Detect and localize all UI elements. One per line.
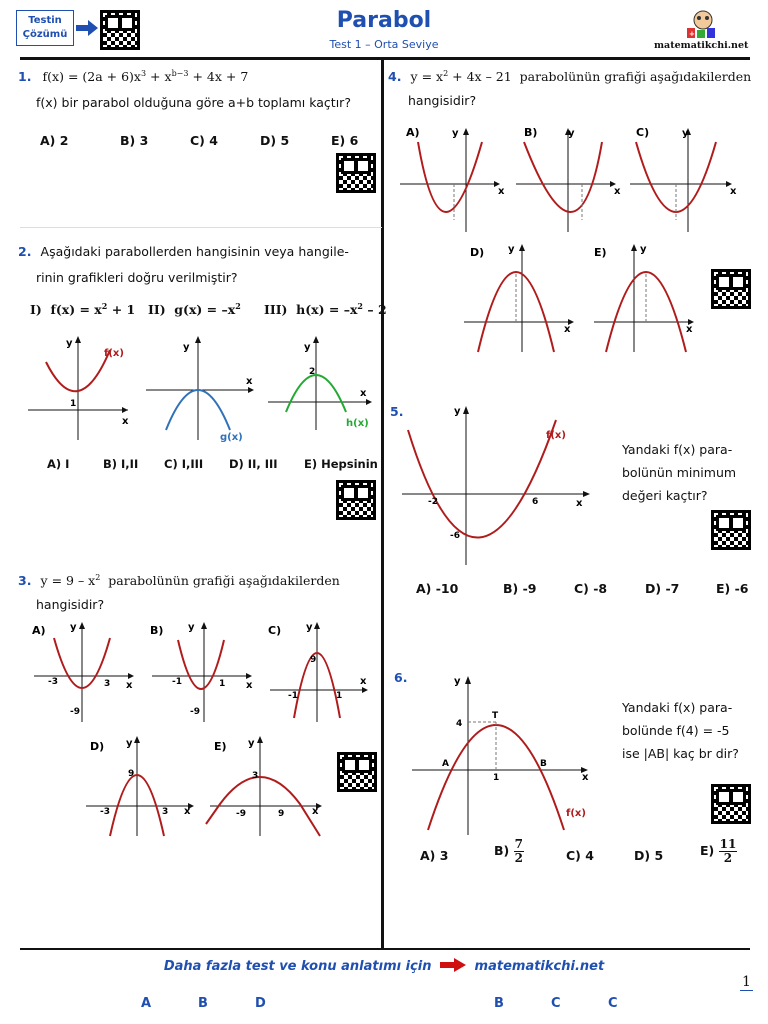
axis-x-label: x: [614, 186, 621, 197]
q2-f-label: f(x): [104, 348, 124, 359]
q3-text-1: $y = 9 - x^2$ parabolünün grafiği aşağıdakilerden: [40, 573, 340, 588]
question-3: [18, 570, 378, 612]
q3-panel-e: [206, 736, 322, 836]
axis-y-label: y: [452, 128, 459, 139]
q2-text-1: Aşağıdaki parabollerden hangisinin veya hangile-: [40, 244, 349, 259]
q4-panel-c: [630, 126, 737, 232]
q5-minus2-label: -2: [428, 497, 438, 507]
q2-option-d[interactable]: D) II, III: [229, 457, 278, 471]
q2-graph-f: [28, 336, 129, 440]
badge-line-1: Testin: [28, 15, 62, 26]
panel-label: D): [470, 246, 485, 259]
q5-side-line-2: bolünün minimum: [622, 465, 737, 480]
question-number: 2.: [18, 244, 32, 259]
axis-y-label: y: [183, 342, 190, 353]
q2-text-2: rinin grafikleri doğru verilmiştir?: [36, 270, 238, 285]
q2-option-a[interactable]: A) I: [47, 457, 70, 471]
logo-text: matematikchi.net: [654, 40, 749, 51]
q5-option-e[interactable]: E) -6: [716, 581, 749, 596]
q6-option-a[interactable]: A) 3: [420, 848, 449, 863]
tick-label: -9: [70, 707, 80, 717]
frac-numerator: 7: [514, 837, 523, 851]
axis-y-label: y: [70, 622, 77, 633]
axis-x-label: x: [730, 186, 737, 197]
q4-graphs: [388, 122, 758, 362]
q5-minus6-label: -6: [450, 531, 460, 541]
q2-g-label: g(x): [220, 432, 243, 443]
q4-text-1: $y = x^2 + 4x - 21$ parabolünün grafiği aşağıdakilerden: [410, 69, 752, 84]
q5-side-text: [622, 438, 736, 507]
q3-panel-b: [150, 622, 253, 722]
q6-one-label: 1: [493, 773, 500, 783]
axis-x-label: x: [498, 186, 505, 197]
question-2: [18, 241, 378, 285]
panel-label: C): [268, 624, 282, 637]
q4-qr-code-icon[interactable]: [711, 269, 751, 309]
q4-panel-b: [516, 126, 621, 232]
axis-x-label: x: [360, 676, 367, 687]
page-subtitle: Test 1 – Orta Seviye: [329, 38, 439, 51]
q6-side-line-2: bolünde f(4) = -5: [622, 723, 730, 738]
q3-text-2: hangisidir?: [36, 597, 105, 612]
q6-four-label: 4: [456, 719, 463, 729]
q5-number: 5.: [390, 404, 404, 419]
q6-option-b-fraction: [514, 838, 524, 865]
q6-qr-code-icon[interactable]: [711, 784, 751, 824]
q5-side-line-1: Yandaki f(x) para-: [622, 442, 733, 457]
q6-graph: [408, 670, 608, 840]
panel-label: D): [90, 740, 105, 753]
question-number: 3.: [18, 573, 32, 588]
footer-divider: [20, 948, 750, 950]
q2-option-b[interactable]: B) I,II: [103, 457, 139, 471]
tick-label: 3: [252, 771, 259, 781]
axis-x-label: x: [184, 806, 191, 817]
question-1: [18, 66, 378, 110]
axis-y-label: y: [248, 738, 255, 749]
q5-side-line-3: değeri kaçtır?: [622, 488, 708, 503]
q5-option-d[interactable]: D) -7: [645, 581, 680, 596]
q6-option-b[interactable]: [494, 838, 524, 865]
q2-qr-code-icon[interactable]: [336, 480, 376, 520]
panel-label: B): [150, 624, 164, 637]
q1-formula: $f(x) = (2a + 6)x^3 + x^{b-3} + 4x + 7$: [42, 69, 249, 84]
axis-x-label: x: [246, 376, 253, 387]
answer-key-4: B: [494, 996, 504, 1011]
q6-option-b-label: B): [494, 843, 510, 858]
axis-y-label: y: [126, 738, 133, 749]
axis-x-label: x: [686, 324, 693, 335]
q1-option-b[interactable]: B) 3: [120, 133, 149, 148]
q6-option-e-label: E): [700, 843, 715, 858]
axis-x-label: x: [122, 416, 129, 427]
tick-label: 9: [310, 655, 317, 665]
q6-side-line-3: ise |AB| kaç br dir?: [622, 746, 739, 761]
q2-item-1: I) $f(x) = x^2 + 1$: [30, 301, 136, 317]
tick-label: -9: [236, 809, 246, 819]
q5-qr-code-icon[interactable]: [711, 510, 751, 550]
axis-y-label: y: [454, 406, 461, 417]
section-divider-left-1: [20, 227, 382, 228]
tick-label: 1: [219, 679, 226, 689]
answer-key-6: C: [608, 996, 618, 1011]
axis-y-label: y: [454, 676, 461, 687]
answer-key-1: A: [141, 996, 152, 1011]
q6-A-label: A: [442, 759, 449, 769]
q2-two-label: 2: [309, 367, 316, 377]
frac-numerator: 11: [719, 837, 737, 851]
panel-label: B): [524, 126, 538, 139]
panel-label: E): [594, 246, 607, 259]
header-divider: [20, 57, 750, 60]
answer-key-2: B: [198, 996, 208, 1011]
arrow-right-icon: [440, 958, 466, 972]
q3-panel-c: [268, 622, 368, 722]
answer-key-3: D: [255, 996, 266, 1011]
tick-label: 3: [162, 807, 169, 817]
q4-text-2: hangisidir?: [408, 93, 477, 108]
q2-h-label: h(x): [346, 418, 369, 429]
axis-y-label: y: [508, 244, 515, 255]
q2-option-e[interactable]: E) Hepsinin: [304, 457, 378, 471]
q5-option-a[interactable]: A) -10: [416, 581, 459, 596]
panel-label: A): [32, 624, 46, 637]
q2-one-label: 1: [70, 399, 77, 409]
q6-T-label: T: [492, 711, 499, 721]
axis-x-label: x: [582, 772, 589, 783]
q6-side-line-1: Yandaki f(x) para-: [622, 700, 733, 715]
svg-text:+: +: [689, 30, 695, 38]
q5-graph: [396, 400, 606, 570]
q1-text: f(x) bir parabol olduğuna göre a+b toplamı kaçtır?: [36, 95, 351, 110]
q2-graph-h: [268, 336, 372, 430]
q6-B-label: B: [540, 759, 547, 769]
q1-option-c[interactable]: C) 4: [190, 133, 218, 148]
frac-denominator: 2: [514, 851, 523, 865]
q1-option-e[interactable]: E) 6: [331, 133, 359, 148]
q1-option-a[interactable]: A) 2: [40, 133, 69, 148]
q3-qr-code-icon[interactable]: [337, 752, 377, 792]
q6-number: 6.: [394, 670, 408, 685]
logo-icon: [683, 8, 723, 40]
q2-item-3: III) $h(x) = -x^2 - 2$: [264, 301, 387, 317]
q2-graphs: [20, 330, 382, 450]
q2-item-2: II) $g(x) = -x^2$: [148, 301, 241, 317]
q5-f-label: f(x): [546, 430, 566, 441]
tick-label: -1: [288, 691, 298, 701]
tick-label: -1: [172, 677, 182, 687]
panel-label: E): [214, 740, 227, 753]
footer-text: Daha fazla test ve konu anlatımı için: [163, 959, 432, 974]
axis-y-label: y: [188, 622, 195, 633]
panel-label: A): [406, 126, 420, 139]
q1-option-d[interactable]: D) 5: [260, 133, 290, 148]
axis-y-label: y: [66, 338, 73, 349]
frac-denominator: 2: [723, 851, 733, 865]
q5-option-b[interactable]: B) -9: [503, 581, 537, 596]
page-title: Parabol: [336, 8, 432, 33]
q6-side-text: [622, 696, 739, 765]
axis-y-label: y: [306, 622, 313, 633]
q2-option-c[interactable]: C) I,III: [164, 457, 204, 471]
q5-six-label: 6: [532, 497, 539, 507]
q3-panel-d: [86, 736, 194, 836]
q4-panel-e: [594, 244, 694, 352]
footer-site-link[interactable]: matematikchi.net: [474, 959, 605, 974]
question-number: 1.: [18, 69, 32, 84]
q1-qr-code-icon[interactable]: [336, 153, 376, 193]
q5-option-c[interactable]: C) -8: [574, 581, 608, 596]
tick-label: -9: [190, 707, 200, 717]
answer-key-5: C: [551, 996, 561, 1011]
q4-panel-a: [400, 126, 505, 232]
q3-panel-a: [32, 622, 134, 722]
tick-label: 9: [128, 769, 135, 779]
q6-option-d[interactable]: D) 5: [634, 848, 664, 863]
axis-x-label: x: [576, 498, 583, 509]
axis-x-label: x: [246, 680, 253, 691]
axis-x-label: x: [564, 324, 571, 335]
footer-promo: [0, 958, 768, 974]
axis-y-label: y: [304, 342, 311, 353]
tick-label: 3: [104, 679, 111, 689]
axis-x-label: x: [360, 388, 367, 399]
tick-label: -3: [100, 807, 110, 817]
tick-label: -3: [48, 677, 58, 687]
tick-label: 1: [336, 691, 343, 701]
q3-graphs: [20, 618, 382, 838]
q2-graph-g: [146, 336, 254, 443]
page-number: 1: [742, 974, 751, 990]
axis-y-label: y: [568, 128, 575, 139]
question-number: 4.: [388, 69, 402, 84]
axis-y-label: y: [640, 244, 647, 255]
badge-line-2: Çözümü: [22, 29, 68, 40]
question-4: [388, 66, 758, 108]
q6-f-label: f(x): [566, 808, 586, 819]
q4-panel-d: [464, 244, 574, 352]
q6-option-c[interactable]: C) 4: [566, 848, 594, 863]
q6-option-e[interactable]: [700, 838, 737, 865]
tick-label: 9: [278, 809, 285, 819]
q6-option-e-fraction: [719, 838, 738, 865]
axis-y-label: y: [682, 128, 689, 139]
axis-x-label: x: [312, 806, 319, 817]
panel-label: C): [636, 126, 650, 139]
axis-x-label: x: [126, 680, 133, 691]
